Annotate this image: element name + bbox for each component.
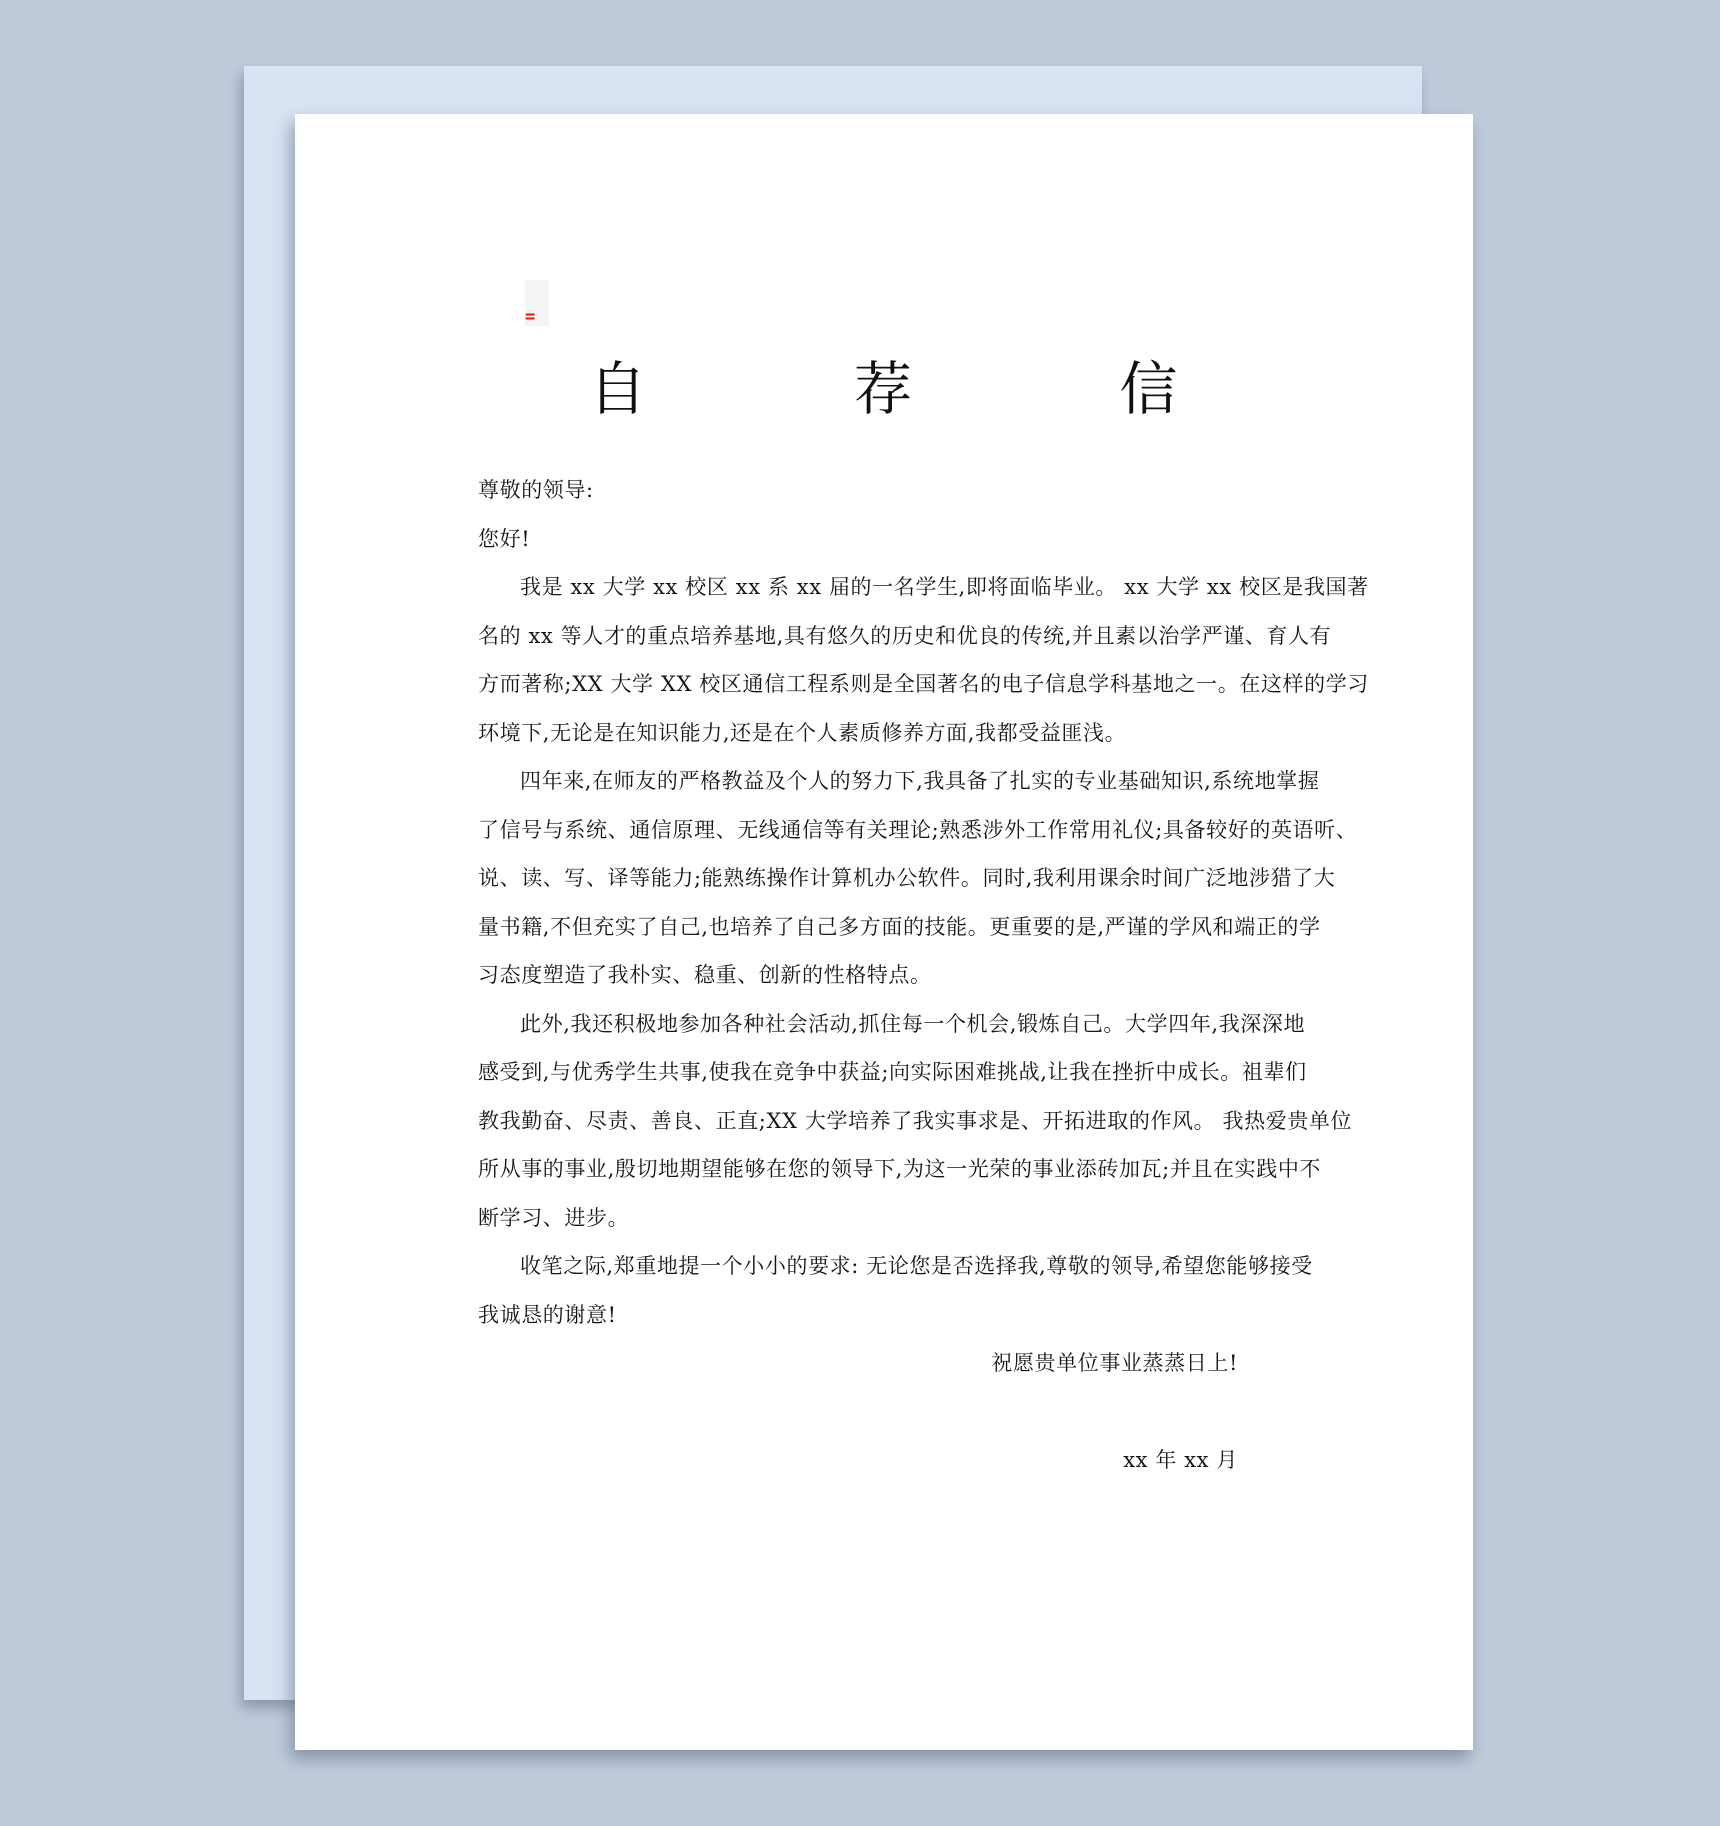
letter-line: 量书籍,不但充实了自己,也培养了自己多方面的技能。更重要的是,严谨的学风和端正的学 — [478, 914, 1321, 939]
revision-marker — [525, 280, 549, 326]
letter-title: 自 荐 信 — [588, 355, 1180, 423]
letter-line: 环境下,无论是在知识能力,还是在个人素质修养方面,我都受益匪浅。 — [478, 720, 1127, 745]
letter-well-wish: 祝愿贵单位事业蒸蒸日上! — [991, 1351, 1238, 1375]
letter-line: 断学习、进步。 — [478, 1205, 630, 1230]
letter-line: 说、读、写、译等能力;能熟练操作计算机办公软件。同时,我利用课余时间广泛地涉猎了大 — [478, 866, 1336, 890]
letter-line: 我是 xx 大学 xx 校区 xx 系 xx 届的一名学生,即将面临毕业。 xx 大学 xx 校区是我国著 — [520, 575, 1369, 599]
letter-line: 四年来,在师友的严格教益及个人的努力下,我具备了扎实的专业基础知识,系统地掌握 — [520, 769, 1320, 793]
letter-line: 我诚恳的谢意! — [478, 1302, 617, 1327]
letter-page — [295, 114, 1473, 1750]
letter-line: 教我勤奋、尽责、善良、正直;XX 大学培养了我实事求是、开拓进取的作风。 我热爱贵单位 — [478, 1108, 1353, 1133]
revision-marker-glyph: = — [525, 307, 536, 327]
letter-line: 收笔之际,郑重地提一个小小的要求: 无论您是否选择我,尊敬的领导,希望您能够接受 — [520, 1254, 1313, 1278]
letter-blank-line — [478, 1388, 1298, 1437]
letter-line: 名的 xx 等人才的重点培养基地,具有悠久的历史和优良的传统,并且素以治学严谨、育人有 — [478, 623, 1332, 648]
letter-salutation: 您好! — [478, 526, 531, 551]
letter-line: 感受到,与优秀学生共事,使我在竞争中获益;向实际困难挑战,让我在挫折中成长。祖辈们 — [478, 1060, 1307, 1084]
letter-date: xx 年 xx 月 — [1123, 1448, 1238, 1472]
letter-line: 方而著称;XX 大学 XX 校区通信工程系则是全国著名的电子信息学科基地之一。在这样的学习 — [478, 672, 1369, 696]
letter-greeting: 尊敬的领导: — [478, 478, 594, 502]
letter-body — [478, 466, 1369, 1485]
letter-line: 习态度塑造了我朴实、稳重、创新的性格特点。 — [478, 963, 932, 987]
letter-line: 所从事的事业,殷切地期望能够在您的领导下,为这一光荣的事业添砖加瓦;并且在实践中不 — [478, 1157, 1322, 1181]
letter-line: 了信号与系统、通信原理、无线通信等有关理论;熟悉涉外工作常用礼仪;具备较好的英语听、 — [478, 817, 1358, 842]
letter-line: 此外,我还积极地参加各种社会活动,抓住每一个机会,锻炼自己。大学四年,我深深地 — [520, 1011, 1306, 1036]
